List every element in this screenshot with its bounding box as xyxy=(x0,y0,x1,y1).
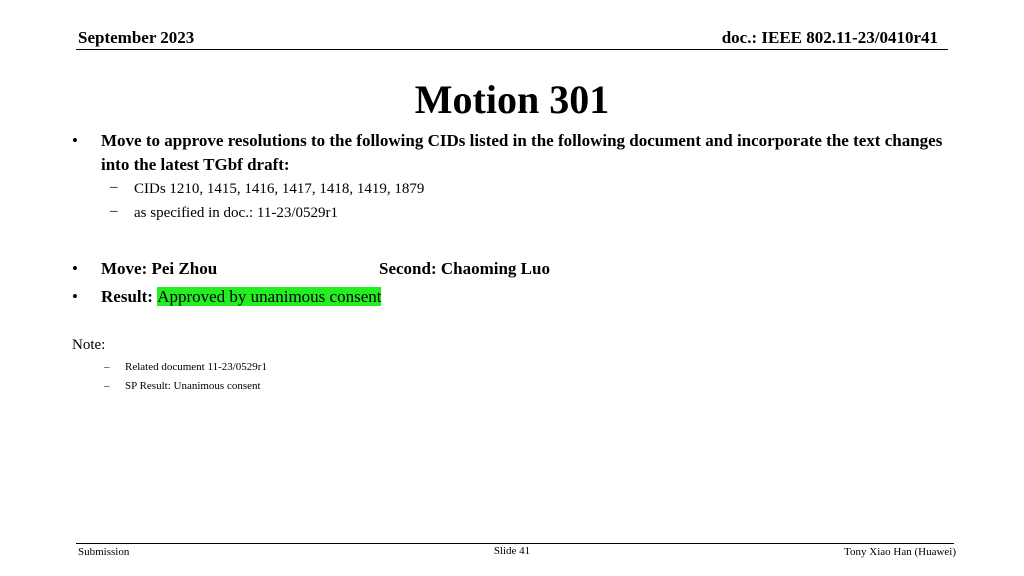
slide-title: Motion 301 xyxy=(414,77,610,122)
footer-submission: Submission xyxy=(78,546,130,558)
mover: Move: Pei Zhou xyxy=(101,259,218,278)
note-colon: : xyxy=(101,337,106,353)
sub-bullet-dash: – xyxy=(110,179,118,195)
note-dash: – xyxy=(104,361,110,373)
result-label: Result: xyxy=(101,287,153,306)
note-label-text: Note xyxy=(72,337,102,353)
note-label xyxy=(72,337,105,354)
note-dash: – xyxy=(104,380,110,392)
sub-item-cids: CIDs 1210, 1415, 1416, 1417, 1418, 1419, 1879 xyxy=(134,181,425,197)
bullet-marker: • xyxy=(72,287,78,306)
result-line xyxy=(101,285,381,309)
seconder: Second: Chaoming Luo xyxy=(379,259,550,278)
result-value-highlight: Approved by unanimous consent xyxy=(157,287,382,306)
sub-item-doc: as specified in doc.: 11-23/0529r1 xyxy=(134,205,338,221)
bullet-marker: • xyxy=(72,259,78,278)
bullet-marker: • xyxy=(72,131,78,150)
note-item-related-doc: Related document 11-23/0529r1 xyxy=(125,361,267,373)
footer-divider xyxy=(76,543,954,544)
footer-author: Tony Xiao Han (Huawei) xyxy=(844,546,956,558)
sub-bullet-dash: – xyxy=(110,203,118,219)
header-date: September 2023 xyxy=(78,28,195,47)
footer-slide-number: Slide 41 xyxy=(493,545,531,557)
header-divider xyxy=(76,49,948,50)
motion-text: Move to approve resolutions to the following CIDs listed in the following document and incorporate the text changes into the latest TGbf draft: xyxy=(101,131,943,174)
note-item-sp-result: SP Result: Unanimous consent xyxy=(125,380,261,392)
header-doc-id: doc.: IEEE 802.11-23/0410r41 xyxy=(721,28,938,47)
